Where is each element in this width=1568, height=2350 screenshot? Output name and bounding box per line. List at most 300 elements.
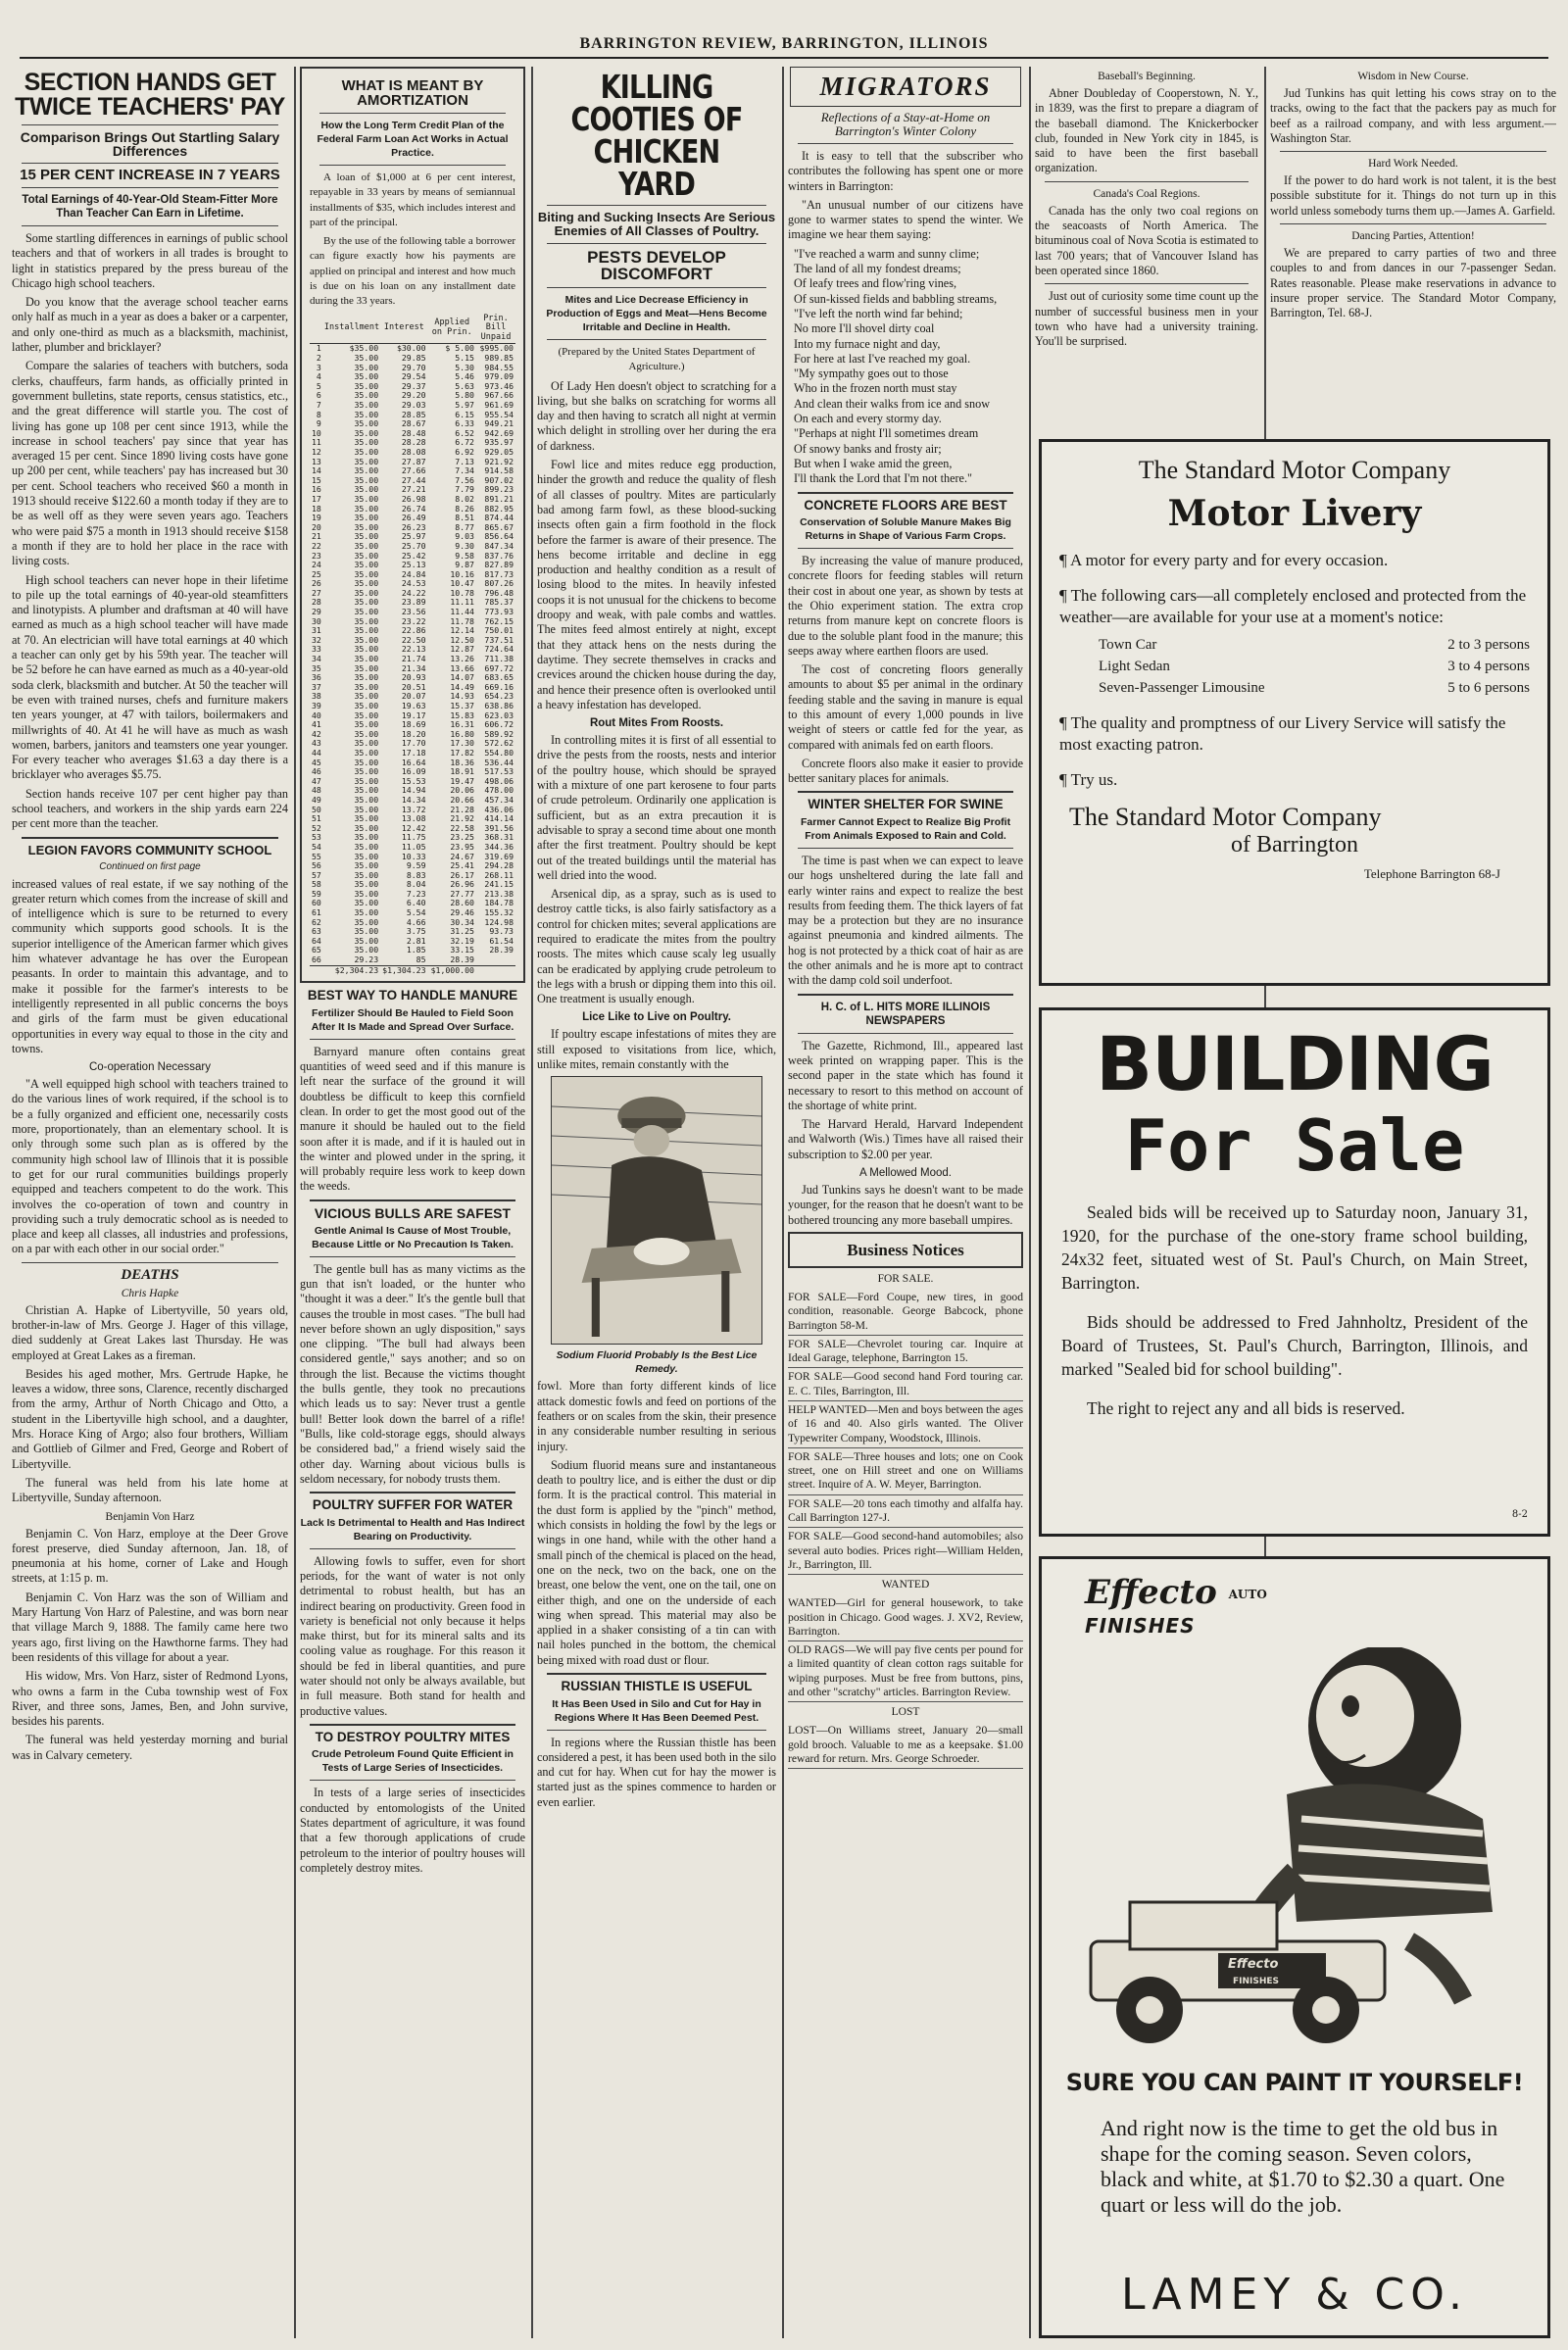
can-label: Effecto bbox=[1228, 1957, 1279, 1972]
table-cell: 8.26 bbox=[455, 503, 474, 514]
table-cell: 24.53 bbox=[401, 578, 426, 589]
table-cell: 43 bbox=[312, 738, 321, 749]
section-subheading: Lice Like to Live on Poultry. bbox=[582, 1011, 731, 1024]
table-cell: 817.73 bbox=[484, 568, 514, 579]
table-cell: 12.42 bbox=[401, 822, 426, 833]
paragraph: If poultry escape infestations of mites they are still exposed to visitations from lice, which, unlike mites, remain constantly with the bbox=[537, 1027, 776, 1072]
table-cell: 9.59 bbox=[406, 860, 426, 871]
table-cell: 2 bbox=[316, 353, 321, 364]
table-cell: 35.00 bbox=[354, 766, 379, 777]
table-cell: 213.38 bbox=[484, 888, 514, 899]
can-label: FINISHES bbox=[1233, 1977, 1280, 1986]
table-cell: 93.73 bbox=[489, 926, 514, 937]
subheadline: Reflections of a Stay-at-Home on Barrington's Winter Colony bbox=[820, 110, 991, 138]
table-cell: 34 bbox=[312, 654, 321, 664]
table-cell: 7.79 bbox=[455, 484, 474, 495]
table-cell: 35.00 bbox=[354, 371, 379, 382]
paragraph: The Gazette, Richmond, Ill., appeared last week printed on wrapping paper. This is the second paper in the state which has found it necessary to resort to this method on account of the shortage of white print. bbox=[788, 1038, 1023, 1112]
table-cell: 26.49 bbox=[401, 513, 426, 523]
table-cell: 27.44 bbox=[401, 474, 426, 485]
classified-ad: FOR SALE—Chevrolet touring car. Inquire at Ideal Garage, telephone, Barrington 15. bbox=[788, 1336, 1023, 1369]
paragraph: It is easy to tell that the subscriber who contributes the following has spent one or more winters in Barrington: bbox=[788, 149, 1023, 193]
table-cell: 750.01 bbox=[484, 625, 514, 636]
paragraph: The gentle bull has as many victims as the gun that isn't loaded, or the hunter who "thought it was a deer." It's the gentle bull that causes the trouble in most cases. "The bull had never before shown an ugly disposition," says one clipping. "The bull had always been considered gentle," says another; and so on through the list. Because the victims thought the bulls gentle, they took no precautions which leads us to say: Never trust a gentle bull! Better look down the barrel of a rifle! "Bulls, like cold-storage eggs, should always be considered bad," a friend wisely said the other day. Warning about vicious bulls is seldom necessary, for nobody trusts them. bbox=[300, 1261, 525, 1486]
ad-item: ¶ The following cars—all completely enclosed and protected from the weather—are available for your use at a moment's notice: bbox=[1059, 586, 1527, 626]
table-cell: 12 bbox=[312, 446, 321, 457]
classified-ad: FOR SALE—Ford Coupe, new tires, in good condition, reasonable. George Babcock, phone Barrington 58-M. bbox=[788, 1289, 1023, 1336]
credit-line: (Prepared by the United States Department of Agriculture.) bbox=[558, 346, 756, 373]
table-total-cell: $1,000.00 bbox=[430, 964, 474, 975]
table-cell: 589.92 bbox=[484, 728, 514, 739]
classified-list bbox=[788, 1594, 1023, 1702]
table-cell: 35.00 bbox=[354, 869, 379, 880]
table-total-cell bbox=[476, 965, 515, 975]
table-cell: 20 bbox=[312, 521, 321, 532]
table-cell: 57 bbox=[312, 869, 321, 880]
table-row bbox=[310, 955, 515, 965]
table-cell: 62 bbox=[312, 916, 321, 927]
table-cell: 11.75 bbox=[401, 832, 426, 843]
table-cell: 711.38 bbox=[484, 654, 514, 664]
classified-ad: FOR SALE—Good second hand Ford touring car. E. C. Tiles, Barrington, Ill. bbox=[788, 1368, 1023, 1401]
paragraph-mark-icon: ¶ bbox=[1059, 713, 1071, 732]
paragraph: Canada has the only two coal regions on the seacoasts of North America. The bituminous coal of Nova Scotia is estimated to last 700 years; that of Vancouver Island has been operated since 1860. bbox=[1035, 203, 1258, 277]
table-cell: 35.00 bbox=[354, 916, 379, 927]
table-cell: 11.11 bbox=[450, 597, 474, 608]
table-header-cell bbox=[310, 314, 323, 344]
table-cell: 17.30 bbox=[450, 738, 474, 749]
table-cell: 865.67 bbox=[484, 521, 514, 532]
table-cell: 30.34 bbox=[450, 916, 474, 927]
table-cell: 36 bbox=[312, 672, 321, 683]
box-subheading: How the Long Term Credit Plan of the Federal Farm Loan Act Works in Actual Practice. bbox=[317, 120, 509, 159]
table-cell: 29.20 bbox=[401, 390, 426, 401]
paragraph: The funeral was held from his late home at Libertyville, Sunday afternoon. bbox=[12, 1475, 288, 1505]
table-cell: 9 bbox=[316, 418, 321, 429]
table-cell: 13.26 bbox=[450, 654, 474, 664]
table-cell: 21.34 bbox=[401, 662, 426, 673]
paragraph: The funeral was held yesterday morning and burial was in Calvary cemetery. bbox=[12, 1733, 288, 1762]
table-cell: 28.28 bbox=[401, 437, 426, 448]
ad-signature: The Standard Motor Company bbox=[1069, 803, 1382, 831]
paragraph: The Harvard Herald, Harvard Independent and Walworth (Wis.) Times have all raised their subscription to $2.00 per year. bbox=[788, 1117, 1023, 1161]
table-cell: 28.48 bbox=[401, 427, 426, 438]
section-subheading: Rout Mites From Roosts. bbox=[589, 717, 724, 730]
table-cell: 907.02 bbox=[484, 474, 514, 485]
paragraph: Jud Tunkins has quit letting his cows stray on to the tracks, owing to the fact that the packers pay as much for beef as a railroad company, and with less argument.—Washington Star. bbox=[1270, 86, 1556, 145]
classified-ad: WANTED—Girl for general housework, to take position in Chicago. Good wages. J. XV2, Review, Barrington. bbox=[788, 1594, 1023, 1641]
table-cell: 436.06 bbox=[484, 804, 514, 814]
table-cell: 31 bbox=[312, 625, 321, 636]
table-cell: 344.36 bbox=[484, 841, 514, 852]
section-heading: WINTER SHELTER FOR SWINE bbox=[808, 797, 1004, 812]
item-heading: Dancing Parties, Attention! bbox=[1351, 230, 1475, 243]
table-cell: 61.54 bbox=[489, 935, 514, 946]
table-cell: 35.00 bbox=[354, 841, 379, 852]
classified-list bbox=[788, 1289, 1023, 1575]
table-cell: 10.47 bbox=[450, 578, 474, 589]
ad-item: ¶ A motor for every party and for every occasion. bbox=[1059, 551, 1389, 569]
car-name: Seven-Passenger Limousine bbox=[1099, 680, 1265, 696]
classified-heading: FOR SALE. bbox=[877, 1272, 934, 1285]
table-cell: 478.00 bbox=[484, 785, 514, 796]
subheadline: Comparison Brings Out Startling Salary Differences bbox=[20, 129, 280, 159]
table-cell: 35.00 bbox=[354, 550, 379, 561]
section-subheading: Conservation of Soluble Manure Makes Big Returns in Shape of Various Farm Crops. bbox=[800, 516, 1011, 543]
man-painting-car-illustration bbox=[1071, 1647, 1522, 2049]
table-cell: 796.48 bbox=[484, 587, 514, 598]
table-cell: 989.85 bbox=[484, 353, 514, 364]
car-option bbox=[1099, 677, 1530, 699]
table-header-cell: Prin. Bill Unpaid bbox=[476, 314, 515, 344]
classified-ad: LOST—On Williams street, January 20—small gold brooch. Valuable to me as a keepsake. $1.00 reward for return. Mrs. George Schroeder. bbox=[788, 1722, 1023, 1769]
table-cell: 35.00 bbox=[354, 738, 379, 749]
table-cell: 837.76 bbox=[484, 550, 514, 561]
paragraph: Do you know that the average school teacher earns only half as much in a year as does a baker or a carpenter, and only one-third as much as a blacksmith, machinist, lather, plumber and bricklayer? bbox=[12, 295, 288, 355]
table-cell: 1.85 bbox=[406, 945, 426, 955]
section-heading: TO DESTROY POULTRY MITES bbox=[315, 1729, 511, 1744]
table-cell: 847.34 bbox=[484, 540, 514, 551]
illustration-caption: Sodium Fluorid Probably Is the Best Lice Remedy. bbox=[556, 1349, 758, 1376]
subheadline: Mites and Lice Decrease Efficiency in Production of Eggs and Meat—Hens Become Irritable and Decline in Health. bbox=[546, 294, 767, 333]
table-cell: 20.51 bbox=[401, 681, 426, 692]
table-cell: 35.00 bbox=[354, 832, 379, 843]
table-cell: 21.74 bbox=[401, 654, 426, 664]
item-heading: Canada's Coal Regions. bbox=[1093, 187, 1200, 200]
table-cell: 35.00 bbox=[354, 400, 379, 411]
table-cell: 11 bbox=[312, 437, 321, 448]
table-cell: 35.00 bbox=[354, 380, 379, 391]
table-cell: 8.51 bbox=[455, 513, 474, 523]
table-cell: 35.00 bbox=[354, 362, 379, 372]
column-rule bbox=[294, 67, 296, 2338]
table-cell: 35.00 bbox=[354, 879, 379, 890]
table-cell: 19.63 bbox=[401, 701, 426, 711]
motor-livery-ad bbox=[1039, 439, 1550, 986]
classified-ad: OLD RAGS—We will pay five cents per pound for a limited quantity of clean cotton rags suitable for wiping purposes. Must be free from buttons, pins, and other "scratchy" articles. Barrington Review. bbox=[788, 1641, 1023, 1702]
ad-seller: LAMEY & CO. bbox=[1120, 2270, 1469, 2320]
table-cell: 16.80 bbox=[450, 728, 474, 739]
subheadline: 15 PER CENT INCREASE IN 7 YEARS bbox=[20, 167, 280, 183]
table-cell: 25.70 bbox=[401, 540, 426, 551]
table-cell: 572.62 bbox=[484, 738, 514, 749]
table-cell: 64 bbox=[312, 935, 321, 946]
table-cell: 18.36 bbox=[450, 757, 474, 767]
table-cell: 12.50 bbox=[450, 634, 474, 645]
table-cell: 22.13 bbox=[401, 644, 426, 655]
table-cell: 25.97 bbox=[401, 531, 426, 542]
section-subheading: Farmer Cannot Expect to Realize Big Profit From Animals Exposed to Rain and Cold. bbox=[800, 815, 1011, 842]
paragraph: By increasing the value of manure produced, concrete floors for feeding stables will return their cost in about one year, as shown by tests at the Ohio experiment station. The extra crop returns from manure kept on concrete floors is due to the soluble plant food in the manure; this seeps away where earthen floors are used. bbox=[788, 554, 1023, 658]
table-cell: 35.00 bbox=[354, 390, 379, 401]
table-cell: 11.44 bbox=[450, 607, 474, 617]
table-cell: 6.15 bbox=[455, 409, 474, 419]
deaths-heading: DEATHS bbox=[121, 1266, 179, 1283]
table-cell: 891.21 bbox=[484, 493, 514, 504]
amortization-table bbox=[310, 314, 515, 976]
table-cell: 874.44 bbox=[484, 513, 514, 523]
table-cell: 8.77 bbox=[455, 521, 474, 532]
table-cell: 35.00 bbox=[354, 597, 379, 608]
table-cell: 16 bbox=[312, 484, 321, 495]
table-cell: 49 bbox=[312, 794, 321, 805]
table-cell: 22.50 bbox=[401, 634, 426, 645]
table-cell: 12.87 bbox=[450, 644, 474, 655]
table-cell: 23.22 bbox=[401, 615, 426, 626]
table-cell: 9.30 bbox=[455, 540, 474, 551]
table-cell: 984.55 bbox=[484, 362, 514, 372]
table-cell: 65 bbox=[312, 945, 321, 955]
table-cell: 669.16 bbox=[484, 681, 514, 692]
table-header-cell: Installment bbox=[323, 314, 380, 344]
table-cell: 35.00 bbox=[354, 728, 379, 739]
table-cell: 35.00 bbox=[354, 513, 379, 523]
table-cell: 391.56 bbox=[484, 822, 514, 833]
column-rule bbox=[782, 67, 784, 2338]
paragraph: Fowl lice and mites reduce egg production, hinder the growth and reduce the quality of flesh of all classes of poultry. Mites are particularly bad among farm fowl, as these blood-sucking insects often gain a firm foothold in the flock before the farmer is aware of their presence. The hens become irritable and decline in egg production and healthy condition as a result of losing blood to the mites. In heavily infested coops it is not unusual for the chickens to become droopy and weak, with pale combs and wattles. The mites feed almost entirely at night, except that they attack hens on the nests during the daytime. They secrete themselves in cracks and crevices around the chicken house during the day, and hence their presence often is overlooked until a heavy infestation has developed. bbox=[537, 458, 776, 711]
car-capacity: 5 to 6 persons bbox=[1447, 680, 1530, 696]
table-cell: 53 bbox=[312, 832, 321, 843]
table-cell: 4 bbox=[316, 371, 321, 382]
classified-ad: HELP WANTED—Men and boys between the ages of 16 and 40. Also girls wanted. The Oliver Typewriter Company, Woodstock, Illinois. bbox=[788, 1401, 1023, 1448]
table-cell: 268.11 bbox=[484, 869, 514, 880]
section-subheading: Co-operation Necessary bbox=[88, 1061, 211, 1074]
table-cell: 28.39 bbox=[489, 945, 514, 955]
car-option bbox=[1099, 656, 1530, 677]
section-heading: BEST WAY TO HANDLE MANURE bbox=[307, 988, 518, 1004]
ad-headline: For Sale bbox=[1124, 1104, 1465, 1187]
classified-ad: FOR SALE—20 tons each timothy and alfalfa hay. Call Barrington 127-J. bbox=[788, 1495, 1023, 1529]
table-cell: 20.93 bbox=[401, 672, 426, 683]
table-cell: 63 bbox=[312, 926, 321, 937]
table-cell: 35.00 bbox=[354, 747, 379, 758]
table-cell: 4.66 bbox=[406, 916, 426, 927]
car-name: Town Car bbox=[1099, 637, 1157, 653]
table-cell: 5.46 bbox=[455, 371, 474, 382]
table-cell: 35.00 bbox=[354, 560, 379, 570]
table-cell: 27.66 bbox=[401, 465, 426, 476]
table-cell: 35.00 bbox=[354, 691, 379, 702]
table-cell: 30 bbox=[312, 615, 321, 626]
table-cell: 23.56 bbox=[401, 607, 426, 617]
item-heading: Hard Work Needed. bbox=[1368, 158, 1458, 171]
table-cell: 21.92 bbox=[450, 813, 474, 824]
paragraph: "An unusual number of our citizens have gone to warmer states to spend the winter. We imagine we hear them saying: bbox=[788, 197, 1023, 242]
table-cell: 35.00 bbox=[354, 484, 379, 495]
paragraph: Christian A. Hapke of Libertyville, 50 years old, brother-in-law of Mrs. George J. Hager of this village, died suddenly at Great Lakes last Thursday. He was employed at Great Lakes as a fireman. bbox=[12, 1302, 288, 1362]
table-cell: 16.09 bbox=[401, 766, 426, 777]
table-cell: $995.00 bbox=[479, 343, 514, 354]
table-cell: 35.00 bbox=[354, 822, 379, 833]
table-cell: 606.72 bbox=[484, 719, 514, 730]
paragraph: His widow, Mrs. Von Harz, sister of Redmond Lyons, who owns a farm in the Cuba township west of Fox River, and three sons, James, Ben, and John survive, besides his parents. bbox=[12, 1669, 288, 1729]
column-6 bbox=[1270, 67, 1556, 439]
table-cell: 35.00 bbox=[354, 794, 379, 805]
section-subheading: Lack Is Detrimental to Health and Has Indirect Bearing on Productivity. bbox=[300, 1516, 525, 1542]
section-heading: H. C. of L. HITS MORE ILLINOIS NEWSPAPERS bbox=[820, 1001, 991, 1027]
paragraph: Section hands receive 107 per cent higher pay than school teachers, and workers in the ship yards earn 224 per cent more than the teacher. bbox=[12, 786, 288, 831]
table-cell: 18 bbox=[312, 503, 321, 514]
subheadline: Total Earnings of 40-Year-Old Steam-Fitter More Than Teacher Can Earn in Lifetime. bbox=[22, 194, 278, 220]
table-cell: 13 bbox=[312, 456, 321, 466]
section-subheading: Fertilizer Should Be Hauled to Field Soon After It Is Made and Spread Over Surface. bbox=[311, 1006, 514, 1033]
table-cell: 457.34 bbox=[484, 794, 514, 805]
table-cell: 19 bbox=[312, 513, 321, 523]
ad-headline: BUILDING bbox=[1096, 1020, 1494, 1107]
car-name: Light Sedan bbox=[1099, 659, 1170, 674]
table-cell: 22 bbox=[312, 540, 321, 551]
table-cell: 23.95 bbox=[450, 841, 474, 852]
table-cell: 39 bbox=[312, 701, 321, 711]
paragraph: Jud Tunkins says he doesn't want to be made younger, for the reason that he doesn't want to be bothered trouncing any more baseball umpires. bbox=[788, 1183, 1023, 1227]
table-cell: 35.00 bbox=[354, 945, 379, 955]
table-cell: 40 bbox=[312, 710, 321, 720]
table-cell: 979.09 bbox=[484, 371, 514, 382]
table-cell: 44 bbox=[312, 747, 321, 758]
table-cell: 41 bbox=[312, 719, 321, 730]
table-cell: 17.82 bbox=[450, 747, 474, 758]
ad-company-name: The Standard Motor Company bbox=[1138, 456, 1451, 484]
table-cell: 35.00 bbox=[354, 578, 379, 589]
table-cell: 623.03 bbox=[484, 710, 514, 720]
paragraph: Arsenical dip, as a spray, such as is used to destroy cattle ticks, is also fairly satisfactory as a control for chicken mites; several applications are required to eradicate the mites from the poultry roosts. The mites which cause scaly leg usually can be eradicated by applying crude petroleum to the legs with a brush or dipping them into this oil. One treatment is usually enough. bbox=[537, 887, 776, 1006]
table-cell: 25 bbox=[312, 568, 321, 579]
table-cell: 28.08 bbox=[401, 446, 426, 457]
ad-title: Motor Livery bbox=[1167, 493, 1422, 534]
paragraph: A loan of $1,000 at 6 per cent interest, repayable in 33 years by means of semiannual installments of $35, which includes interest and part of the principal. bbox=[310, 171, 515, 228]
table-cell: 414.14 bbox=[484, 813, 514, 824]
table-cell: 35.00 bbox=[354, 851, 379, 861]
table-cell: 14.34 bbox=[401, 794, 426, 805]
table-cell: 15.37 bbox=[450, 701, 474, 711]
table-cell: 5.30 bbox=[455, 362, 474, 372]
table-cell: 35.00 bbox=[354, 634, 379, 645]
table-cell: 20.66 bbox=[450, 794, 474, 805]
table-cell: 35.00 bbox=[354, 710, 379, 720]
table-cell: 35 bbox=[312, 662, 321, 673]
table-cell: 26.23 bbox=[401, 521, 426, 532]
ad-paragraph: The right to reject any and all bids is reserved. bbox=[1087, 1398, 1405, 1418]
table-cell: 5 bbox=[316, 380, 321, 391]
paragraph: Compare the salaries of teachers with butchers, soda clerks, chauffeurs, farm hands, as officially printed in government bulletins, state reports, census statistics, etc., and the great difference will startle you. The cost of living has gone up 108 per cent since 1913, while the increase in school teachers' pay since that year has averaged 15 per cent. Since 1890 living costs have gone up 200 per cent, while teachers' pay has increased but 30 per cent. School teachers who received $60 a month in 1913 should receive $122.60 a month today if they are to be as well off as they were seven years ago. Teachers who were paid $75 a month in 1913 should receive $158 a month if they are to hold her place in the race with living costs. bbox=[12, 359, 288, 568]
table-cell: 35.00 bbox=[354, 568, 379, 579]
building-for-sale-ad bbox=[1039, 1007, 1550, 1537]
paragraph: fowl. More than forty different kinds of lice attack domestic fowls and feed on portions of the feathers or on scales from the skin, their presence in any considerable number resulting in serious injury. bbox=[537, 1379, 776, 1453]
table-cell bbox=[476, 955, 515, 965]
table-cell: 25.42 bbox=[401, 550, 426, 561]
table-cell: 35.00 bbox=[354, 907, 379, 918]
table-cell: 319.69 bbox=[484, 851, 514, 861]
paragraph: The cost of concreting floors generally amounts to about $5 per animal in the ordinary feeding stable and the saving in manure is equal to this amount of every 1,000 pounds in live weight of steers or cattle fed for the year, as compared with animals fed on earth floors. bbox=[788, 662, 1023, 752]
table-cell: 683.65 bbox=[484, 672, 514, 683]
ad-code: 8-2 bbox=[1511, 1509, 1528, 1520]
section-subheading: Gentle Animal Is Cause of Most Trouble, Because Little or No Precaution Is Taken. bbox=[312, 1224, 514, 1250]
table-cell: 882.95 bbox=[484, 503, 514, 514]
table-cell: 16.64 bbox=[401, 757, 426, 767]
paragraph: Sodium fluorid means sure and instantaneous death to poultry lice, and is either the dust or dip form. It is the practical control. This material in the dust form is applied by the "pinch" method, which consists in holding the fowl by the legs or wings in one hand, while with the other hand a small pinch of the chemical is placed on the head, one on the neck, two on the back, one on the breast, one below the vent, one on the tail, one on either thigh, and one on the underside of each wing when spread. This material may also be applied in a shaker consisting of a tin can with nail holes punched in the bottom, the chemical being mixed with road dust or flour. bbox=[537, 1457, 776, 1667]
table-cell: 35.00 bbox=[354, 681, 379, 692]
table-cell: 368.31 bbox=[484, 832, 514, 843]
masthead: BARRINGTON REVIEW, BARRINGTON, ILLINOIS bbox=[20, 35, 1548, 59]
table-cell: 14.07 bbox=[450, 672, 474, 683]
paragraph: By the use of the following table a borrower can figure exactly how his payments are applied on principal and interest and how much is due on his loan on any installment date during the 33 years. bbox=[310, 235, 515, 308]
section-heading: VICIOUS BULLS ARE SAFEST bbox=[314, 1204, 512, 1221]
table-cell: 66 bbox=[312, 955, 321, 965]
section-heading: CONCRETE FLOORS ARE BEST bbox=[804, 497, 1007, 513]
table-cell: 23 bbox=[312, 550, 321, 561]
table-cell: 14 bbox=[312, 465, 321, 476]
table-total-cell bbox=[310, 965, 323, 975]
table-cell: 14.94 bbox=[401, 785, 426, 796]
table-cell: 35.00 bbox=[354, 540, 379, 551]
table-cell: 35.00 bbox=[354, 587, 379, 598]
table-cell: 54 bbox=[312, 841, 321, 852]
ad-slogan: SURE YOU CAN PAINT IT YOURSELF! bbox=[1065, 2069, 1524, 2096]
table-cell: 19.47 bbox=[450, 775, 474, 786]
paragraph: In tests of a large series of insecticides conducted by entomologists of the United States department of agriculture, it was found that a few thorough applications of crude petroleum to the interior of poultry houses will completely destroy mites. bbox=[300, 1786, 525, 1875]
table-cell: 5.15 bbox=[455, 353, 474, 364]
table-cell: 47 bbox=[312, 775, 321, 786]
car-list bbox=[1099, 634, 1530, 699]
table-cell: 7 bbox=[316, 400, 321, 411]
table-cell: 8.04 bbox=[406, 879, 426, 890]
table-cell: 15.83 bbox=[450, 710, 474, 720]
table-cell: 18.69 bbox=[401, 719, 426, 730]
table-cell: 31.25 bbox=[450, 926, 474, 937]
table-cell: 5.80 bbox=[455, 390, 474, 401]
table-cell: 827.89 bbox=[484, 560, 514, 570]
table-cell: 85 bbox=[416, 955, 426, 965]
paragraph-mark-icon: ¶ bbox=[1059, 770, 1071, 789]
table-cell: 7.34 bbox=[455, 465, 474, 476]
continuation-note: Continued on first page bbox=[99, 860, 201, 872]
paragraph: Of Lady Hen doesn't object to scratching for a living, but she balks on scratching for worms all day and then having to scratch all night at vermin which delight in strolling over her during the era of darkness. bbox=[537, 378, 776, 453]
table-cell: 9.03 bbox=[455, 531, 474, 542]
table-cell: 737.51 bbox=[484, 634, 514, 645]
table-cell: 35.00 bbox=[354, 785, 379, 796]
table-cell: 10 bbox=[312, 427, 321, 438]
table-cell: 37 bbox=[312, 681, 321, 692]
table-cell: $30.00 bbox=[396, 343, 426, 354]
table-cell: 27.87 bbox=[401, 456, 426, 466]
section-heading: LEGION FAVORS COMMUNITY SCHOOL bbox=[27, 842, 272, 857]
table-cell: 7.13 bbox=[455, 456, 474, 466]
table-cell: 59 bbox=[312, 888, 321, 899]
section-subheading: Crude Petroleum Found Quite Efficient in Tests of Large Series of Insecticides. bbox=[312, 1748, 514, 1775]
column-3 bbox=[537, 67, 776, 2338]
table-cell: 35.00 bbox=[354, 662, 379, 673]
table-cell: 35.00 bbox=[354, 474, 379, 485]
table-cell: 45 bbox=[312, 757, 321, 767]
table-cell: 33.15 bbox=[450, 945, 474, 955]
table-cell: 241.15 bbox=[484, 879, 514, 890]
business-notices-box bbox=[788, 1232, 1023, 1268]
section-heading: POULTRY SUFFER FOR WATER bbox=[312, 1497, 514, 1513]
table-cell: 35.00 bbox=[354, 888, 379, 899]
table-cell: 26.96 bbox=[450, 879, 474, 890]
table-cell: 498.06 bbox=[484, 775, 514, 786]
table-cell: 697.72 bbox=[484, 662, 514, 673]
paragraph: In controlling mites it is first of all essential to drive the pests from the roosts, nests and interior of the poultry house, which should be sprayed with a mixture of one part kerosene to four parts of crude petroleum. Ordinarily one application is sufficient, but as an extra precaution it is advisable to spray a second time about one month after the first treatment. Poultry should be kept out of the treated buildings until the material has well dried into the wood. bbox=[537, 733, 776, 882]
table-cell: 961.69 bbox=[484, 400, 514, 411]
table-cell: 29.03 bbox=[401, 400, 426, 411]
table-cell: 55 bbox=[312, 851, 321, 861]
table-cell: 26.98 bbox=[401, 493, 426, 504]
table-cell: 48 bbox=[312, 785, 321, 796]
table-cell: 22.58 bbox=[450, 822, 474, 833]
classified-ad: FOR SALE—Three houses and lots; one on Cook street, one on Hill street and one on Williams street. Inquire of A. W. Meyer, Barrington. bbox=[788, 1448, 1023, 1495]
table-cell: 785.37 bbox=[484, 597, 514, 608]
